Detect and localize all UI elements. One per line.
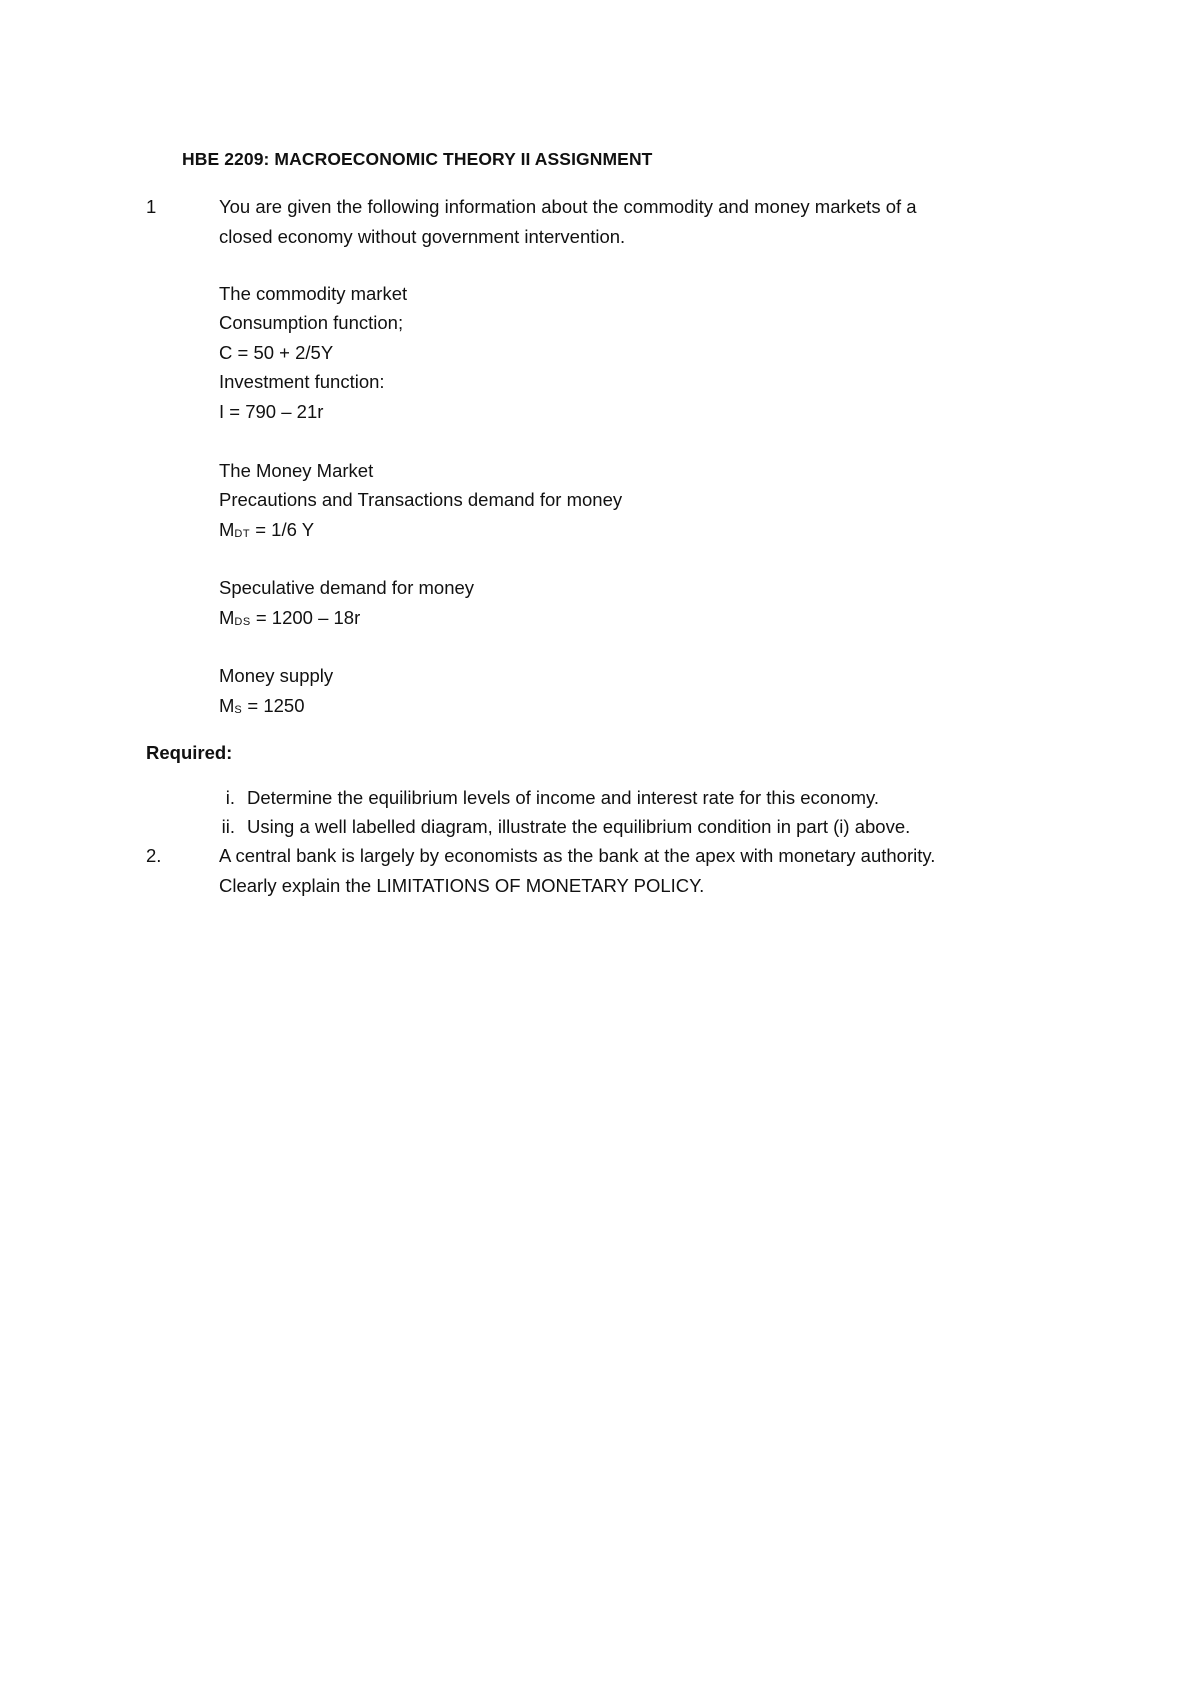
transactions-demand-equation [219,519,314,545]
question-1-intro-line-2: closed economy without government intervention. [219,226,626,247]
consumption-equation: C = 50 + 2/5Y [219,342,334,363]
mds-subscript: DS [234,616,251,628]
investment-function-label: Investment function: [219,371,385,392]
question-2-line-1: A central bank is largely by economists as the bank at the apex with monetary authority. [219,845,936,866]
question-1-number: 1 [146,196,157,217]
consumption-function-label: Consumption function; [219,312,404,333]
speculative-demand-label: Speculative demand for money [219,577,475,598]
money-supply-label: Money supply [219,665,334,686]
mdt-subscript: DT [234,528,251,540]
commodity-market-heading: The commodity market [219,283,408,304]
question-2-number: 2. [146,845,162,866]
part-i-text: Determine the equilibrium levels of income and interest rate for this economy. [247,787,880,808]
ms-rhs: = 1250 [242,695,305,716]
mds-rhs: = 1200 – 18r [250,607,361,628]
money-market-heading: The Money Market [219,460,374,481]
ms-subscript: S [234,704,243,716]
part-ii-text: Using a well labelled diagram, illustrate the equilibrium condition in part (i) above. [247,816,911,837]
transactions-demand-label: Precautions and Transactions demand for money [219,489,623,510]
question-1-intro-line-1: You are given the following information about the commodity and money markets of a [219,196,917,217]
mdt-symbol: M [219,519,235,540]
speculative-demand-equation [219,607,360,633]
investment-equation: I = 790 – 21r [219,401,324,422]
ms-symbol: M [219,695,235,716]
required-label: Required: [146,742,233,763]
money-supply-equation [219,695,305,721]
part-ii-marker: ii. [221,816,235,837]
part-i-marker: i. [225,787,235,808]
mdt-rhs: = 1/6 Y [250,519,315,540]
question-2-line-2: Clearly explain the LIMITATIONS OF MONETARY POLICY. [219,875,705,896]
assignment-title: HBE 2209: MACROECONOMIC THEORY II ASSIGNMENT [182,149,653,169]
mds-symbol: M [219,607,235,628]
